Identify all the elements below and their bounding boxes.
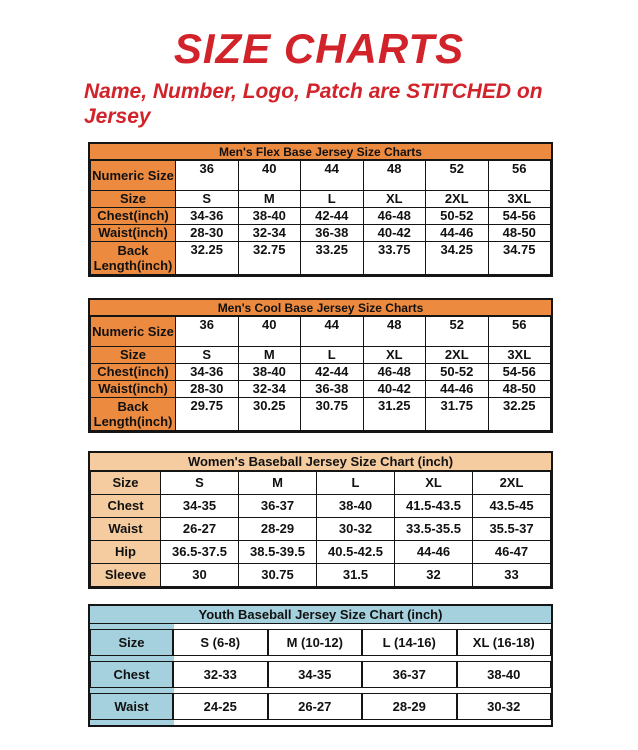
table-cell: S (6-8) [173,629,268,656]
page-title: SIZE CHARTS [173,25,465,72]
row-label: Sleeve [91,563,161,586]
table-cell: 48-50 [488,224,551,241]
table-cell: 32-34 [238,224,301,241]
table-cell: 46-47 [473,540,551,563]
table-cell: 40-42 [363,224,426,241]
table-cell: 30.25 [238,397,301,430]
size-table-grid [90,624,551,725]
table-cell: 32-33 [173,661,268,688]
table-cell: M [239,471,317,494]
table-row [90,629,551,656]
row-label: Size [91,471,161,494]
table-cell: 28-29 [362,693,457,720]
table-cell: 2XL [426,190,489,207]
table-cell: 54-56 [488,363,551,380]
row-label: Back Length(inch) [91,241,176,274]
table-cell: XL [395,471,473,494]
table-cell: 32.75 [238,241,301,274]
table-cell: 28-29 [239,517,317,540]
table-cell: 40.5-42.5 [317,540,395,563]
table-cell: 29.75 [176,397,239,430]
row-label: Waist(inch) [91,380,176,397]
table-cell: M (10-12) [268,629,363,656]
table-cell: 36.5-37.5 [161,540,239,563]
table-cell: 48 [363,316,426,346]
table-row [91,397,551,430]
row-label: Waist [90,693,173,720]
table-cell: 35.5-37 [473,517,551,540]
table-title: Youth Baseball Jersey Size Chart (inch) [90,606,551,624]
table-cell: 36 [176,316,239,346]
row-label: Chest [90,661,173,688]
table-cell: S [176,346,239,363]
table-cell: 46-48 [363,207,426,224]
table-cell: 28-30 [176,380,239,397]
table-cell: 56 [488,160,551,190]
table-cell: L [301,346,364,363]
table-cell: M [238,346,301,363]
table-cell: L [301,190,364,207]
table-cell: 41.5-43.5 [395,494,473,517]
youth-baseball-size-table [88,604,553,727]
table-row [91,363,551,380]
table-row [91,241,551,274]
table-cell: 3XL [488,190,551,207]
size-table-grid [90,316,551,431]
row-label: Back Length(inch) [91,397,176,430]
table-cell: 40 [238,316,301,346]
row-label: Chest(inch) [91,363,176,380]
table-cell: S [176,190,239,207]
table-title: Men's Cool Base Jersey Size Charts [90,300,551,316]
table-row [90,661,551,688]
table-cell: 2XL [426,346,489,363]
size-table-grid [90,471,551,587]
table-row [91,380,551,397]
table-cell: 40 [238,160,301,190]
table-cell: 33 [473,563,551,586]
womens-baseball-size-table [88,451,553,589]
table-cell: 33.25 [301,241,364,274]
row-label: Waist [91,517,161,540]
table-cell: 30 [161,563,239,586]
table-cell: 52 [426,160,489,190]
table-cell: 34.25 [426,241,489,274]
row-label: Chest [91,494,161,517]
row-label: Size [90,629,173,656]
table-cell: 43.5-45 [473,494,551,517]
table-row [91,190,551,207]
table-cell: 28-30 [176,224,239,241]
table-cell: XL [363,346,426,363]
table-cell: 32.25 [176,241,239,274]
table-cell: 38-40 [317,494,395,517]
table-cell: 36-37 [362,661,457,688]
mens-flex-base-size-table [88,142,553,277]
table-cell: 30.75 [239,563,317,586]
row-label: Chest(inch) [91,207,176,224]
row-label: Numeric Size [91,160,176,190]
table-row [91,224,551,241]
table-cell: 38.5-39.5 [239,540,317,563]
table-cell: 34.75 [488,241,551,274]
table-cell: L [317,471,395,494]
table-cell: 32-34 [238,380,301,397]
table-cell: 33.75 [363,241,426,274]
table-cell: XL [363,190,426,207]
table-cell: L (14-16) [362,629,457,656]
table-cell: 38-40 [238,363,301,380]
row-label: Hip [91,540,161,563]
table-cell: 30-32 [457,693,552,720]
table-cell: 46-48 [363,363,426,380]
page-header [0,26,638,130]
size-charts-section [88,142,553,727]
table-cell: 31.25 [363,397,426,430]
table-cell: 30-32 [317,517,395,540]
table-row [91,471,551,494]
table-cell: 36-37 [239,494,317,517]
table-cell: 34-35 [268,661,363,688]
table-cell: 26-27 [268,693,363,720]
row-label: Size [91,346,176,363]
table-cell: 31.75 [426,397,489,430]
table-cell: 34-36 [176,207,239,224]
table-cell: 33.5-35.5 [395,517,473,540]
table-cell: 48-50 [488,380,551,397]
table-cell: 32.25 [488,397,551,430]
table-cell: 24-25 [173,693,268,720]
table-cell: 26-27 [161,517,239,540]
table-cell: S [161,471,239,494]
table-cell: 31.5 [317,563,395,586]
mens-cool-base-size-table [88,298,553,433]
row-label: Size [91,190,176,207]
table-cell: 34-36 [176,363,239,380]
table-cell: 36-38 [301,380,364,397]
table-title: Women's Baseball Jersey Size Chart (inch) [90,453,551,471]
size-table-grid [90,160,551,275]
table-cell: M [238,190,301,207]
table-cell: 44-46 [426,224,489,241]
table-row [91,207,551,224]
table-row [91,316,551,346]
table-row [91,540,551,563]
table-title: Men's Flex Base Jersey Size Charts [90,144,551,160]
table-row [91,563,551,586]
table-cell: 36 [176,160,239,190]
table-cell: 34-35 [161,494,239,517]
table-cell: 48 [363,160,426,190]
page-subtitle: Name, Number, Logo, Patch are STITCHED on Jersey [84,80,543,128]
table-cell: 36-38 [301,224,364,241]
table-cell: 3XL [488,346,551,363]
table-cell: 38-40 [238,207,301,224]
table-row [91,160,551,190]
table-cell: 44 [301,160,364,190]
table-cell: 50-52 [426,363,489,380]
table-cell: 32 [395,563,473,586]
table-cell: 52 [426,316,489,346]
table-cell: 30.75 [301,397,364,430]
table-cell: XL (16-18) [457,629,552,656]
table-cell: 42-44 [301,207,364,224]
table-cell: 38-40 [457,661,552,688]
table-cell: 50-52 [426,207,489,224]
table-cell: 2XL [473,471,551,494]
table-cell: 44-46 [395,540,473,563]
row-label: Waist(inch) [91,224,176,241]
table-cell: 40-42 [363,380,426,397]
table-cell: 54-56 [488,207,551,224]
table-row [91,346,551,363]
table-cell: 42-44 [301,363,364,380]
table-row [90,693,551,720]
table-cell: 44-46 [426,380,489,397]
table-row [91,517,551,540]
table-cell: 56 [488,316,551,346]
row-label: Numeric Size [91,316,176,346]
table-cell: 44 [301,316,364,346]
table-row [91,494,551,517]
